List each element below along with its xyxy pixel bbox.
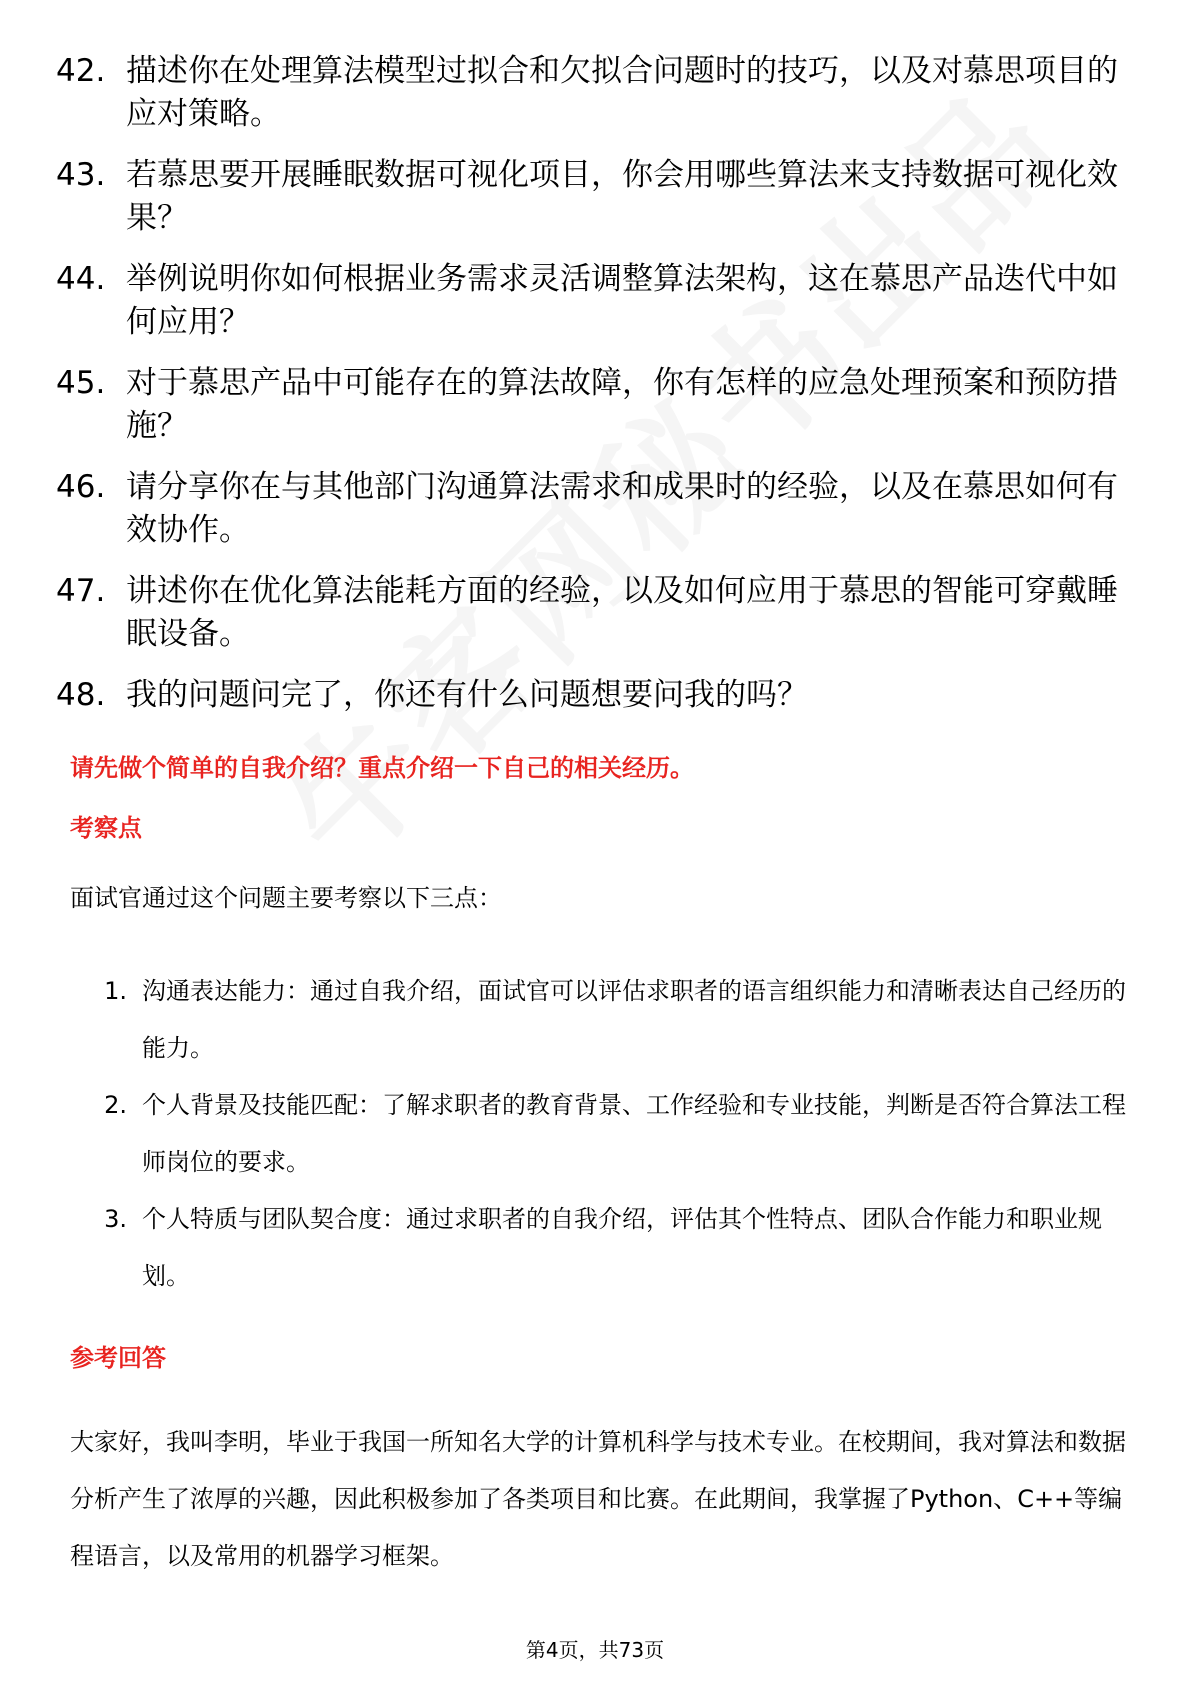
question-title: 请先做个简单的自我介绍？重点介绍一下自己的相关经历。 (70, 754, 694, 782)
reference-answer: 大家好，我叫李明，毕业于我国一所知名大学的计算机科学与技术专业。在校期间，我对算法和数据分析产生了浓厚的兴趣，因此积极参加了各类项目和比赛。在此期间，我掌握了Python、C++等编程语言，以及常用的机器学习框架。 (70, 1428, 1126, 1570)
point-number: 1. (104, 977, 127, 1005)
list-item (56, 154, 1136, 240)
question-number: 46. (56, 469, 106, 505)
question-list (56, 50, 1136, 735)
question-number: 44. (56, 261, 106, 297)
assessment-points (70, 963, 1130, 1305)
question-text: 举例说明你如何根据业务需求灵活调整算法架构，这在慕思产品迭代中如何应用？ (126, 261, 1118, 340)
question-text: 讲述你在优化算法能耗方面的经验，以及如何应用于慕思的智能可穿戴睡眠设备。 (126, 573, 1118, 652)
question-text: 若慕思要开展睡眠数据可视化项目，你会用哪些算法来支持数据可视化效果？ (126, 157, 1118, 236)
list-item (70, 1077, 1130, 1191)
kaochadian-intro: 面试官通过这个问题主要考察以下三点： (70, 884, 502, 912)
question-text: 请分享你在与其他部门沟通算法需求和成果时的经验，以及在慕思如何有效协作。 (126, 469, 1118, 548)
list-item (70, 1191, 1130, 1305)
page-number: 第4页，共73页 (525, 1638, 665, 1662)
list-item (56, 570, 1136, 656)
list-item (56, 258, 1136, 344)
list-item (56, 466, 1136, 552)
point-text: 沟通表达能力：通过自我介绍，面试官可以评估求职者的语言组织能力和清晰表达自己经历的能力。 (142, 977, 1126, 1062)
question-number: 43. (56, 157, 106, 193)
list-item (56, 362, 1136, 448)
point-text: 个人特质与团队契合度：通过求职者的自我介绍，评估其个性特点、团队合作能力和职业规划。 (142, 1205, 1102, 1290)
reference-heading: 参考回答 (70, 1344, 166, 1372)
kaochadian-heading: 考察点 (70, 814, 142, 842)
point-text: 个人背景及技能匹配：了解求职者的教育背景、工作经验和专业技能，判断是否符合算法工程师岗位的要求。 (142, 1091, 1126, 1176)
question-text: 对于慕思产品中可能存在的算法故障，你有怎样的应急处理预案和预防措施？ (126, 365, 1118, 444)
question-number: 48. (56, 677, 106, 713)
question-number: 45. (56, 365, 106, 401)
point-number: 2. (104, 1091, 127, 1119)
point-number: 3. (104, 1205, 127, 1233)
list-item (56, 674, 1136, 717)
question-text: 描述你在处理算法模型过拟合和欠拟合问题时的技巧，以及对慕思项目的应对策略。 (126, 53, 1118, 132)
list-item (70, 963, 1130, 1077)
question-number: 42. (56, 53, 106, 89)
question-number: 47. (56, 573, 106, 609)
list-item (56, 50, 1136, 136)
question-text: 我的问题问完了，你还有什么问题想要问我的吗？ (126, 677, 808, 713)
